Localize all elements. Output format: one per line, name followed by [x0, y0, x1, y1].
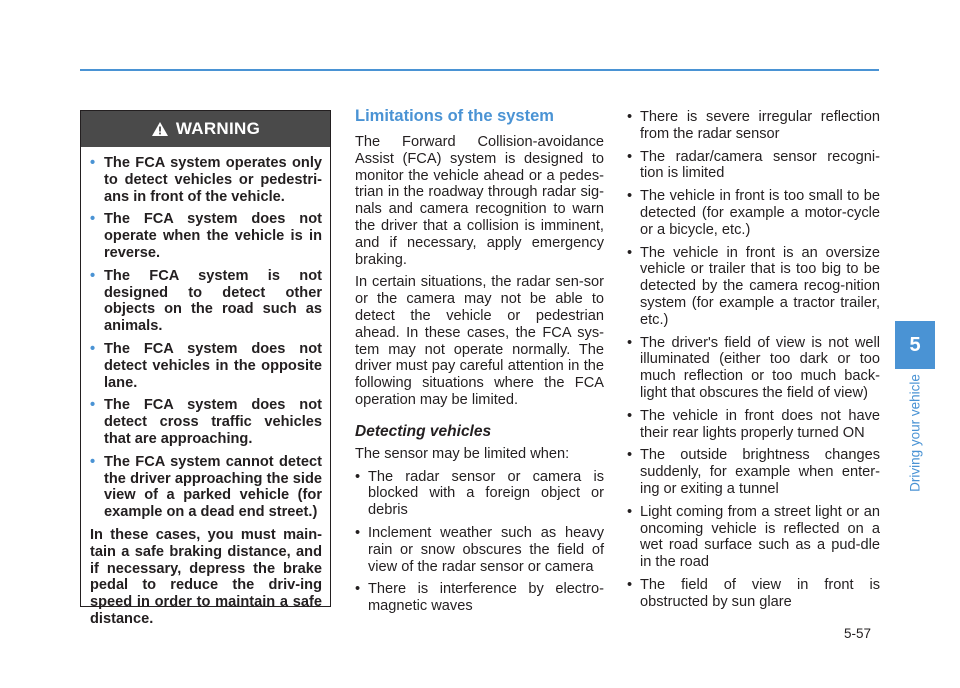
- warning-closing-paragraph: In these cases, you must main-tain a safe braking distance, and if necessary, depress the brake pedal to reduce the driv-ing speed in order to maintain a safe distance.: [90, 526, 322, 627]
- warning-item: • The FCA system cannot detect the driver approaching the side view of a parked vehicle (for example on a dead end street.): [90, 454, 322, 521]
- body-paragraph: In certain situations, the radar sen-sor or the camera may not be able to detect the vehicle or pedestrian ahead. In these cases, the FCA sys-tem may not operate normally. The driver must pay careful attention in the following situations where the FCA operation may be limited.: [355, 274, 604, 408]
- list-item: • The vehicle in front is too small to be detected (for example a motor-cycle or a bicycle, etc.): [627, 188, 880, 238]
- list-item: • The radar/camera sensor recogni-tion is limited: [627, 149, 880, 183]
- warning-item: • The FCA system operates only to detect vehicles or pedestri-ans in front of the vehicle.: [90, 155, 322, 205]
- list-item: • Light coming from a street light or an oncoming vehicle is reflected on a wet road surface such as a pud-dle in the road: [627, 504, 880, 571]
- chapter-tab: 5: [895, 321, 935, 369]
- warning-list: [81, 147, 330, 521]
- warning-title: WARNING: [175, 119, 261, 138]
- page-number: 5-57: [844, 626, 872, 641]
- list-item: • The vehicle in front does not have their rear lights properly turned ON: [627, 408, 880, 442]
- list-item: • The field of view in front is obstructed by sun glare: [627, 577, 880, 611]
- subsection-title: Detecting vehicles: [355, 422, 492, 440]
- list-item: • Inclement weather such as heavy rain or snow obscures the field of view of the radar sensor or camera: [355, 525, 604, 575]
- top-divider: [80, 69, 879, 71]
- list-item: • There is severe irregular reflection from the radar sensor: [627, 109, 880, 143]
- chapter-label: Driving your vehicle: [907, 374, 923, 492]
- subsection-intro: The sensor may be limited when:: [355, 445, 570, 462]
- right-column: [627, 109, 880, 617]
- warning-item: • The FCA system does not detect cross traffic vehicles that are approaching.: [90, 397, 322, 447]
- list-item: • The driver's field of view is not well illuminated (either too dark or too much reflection or too much back-light that obscures the field of view): [627, 335, 880, 402]
- body-paragraph: The Forward Collision-avoidance Assist (FCA) system is designed to monitor the vehicle ahead or a pedes-trian in the roadway through radar sig-nals and camera recognition to warn the driver that a collision is imminent, and if necessary, apply emergency braking.: [355, 134, 604, 268]
- limitation-list-continued: [627, 109, 880, 611]
- limitation-list: [355, 469, 604, 615]
- warning-triangle-icon: [151, 121, 169, 137]
- warning-box: [80, 110, 331, 627]
- list-item: • The vehicle in front is an oversize vehicle or trailer that is too big to be detected by the camera recog-nition system (for example a tractor trailer, etc.): [627, 245, 880, 329]
- warning-item: • The FCA system is not designed to detect other objects on the road such as animals.: [90, 268, 322, 335]
- warning-header: [81, 111, 330, 147]
- section-title: Limitations of the system: [355, 107, 554, 125]
- list-item: • There is interference by electro-magnetic waves: [355, 581, 604, 615]
- list-item: • The radar sensor or camera is blocked with a foreign object or debris: [355, 469, 604, 519]
- middle-column: [355, 106, 604, 621]
- warning-item: • The FCA system does not detect vehicles in the opposite lane.: [90, 341, 322, 391]
- list-item: • The outside brightness changes suddenly, for example when enter-ing or exiting a tunnel: [627, 447, 880, 497]
- warning-item: • The FCA system does not operate when the vehicle is in reverse.: [90, 211, 322, 261]
